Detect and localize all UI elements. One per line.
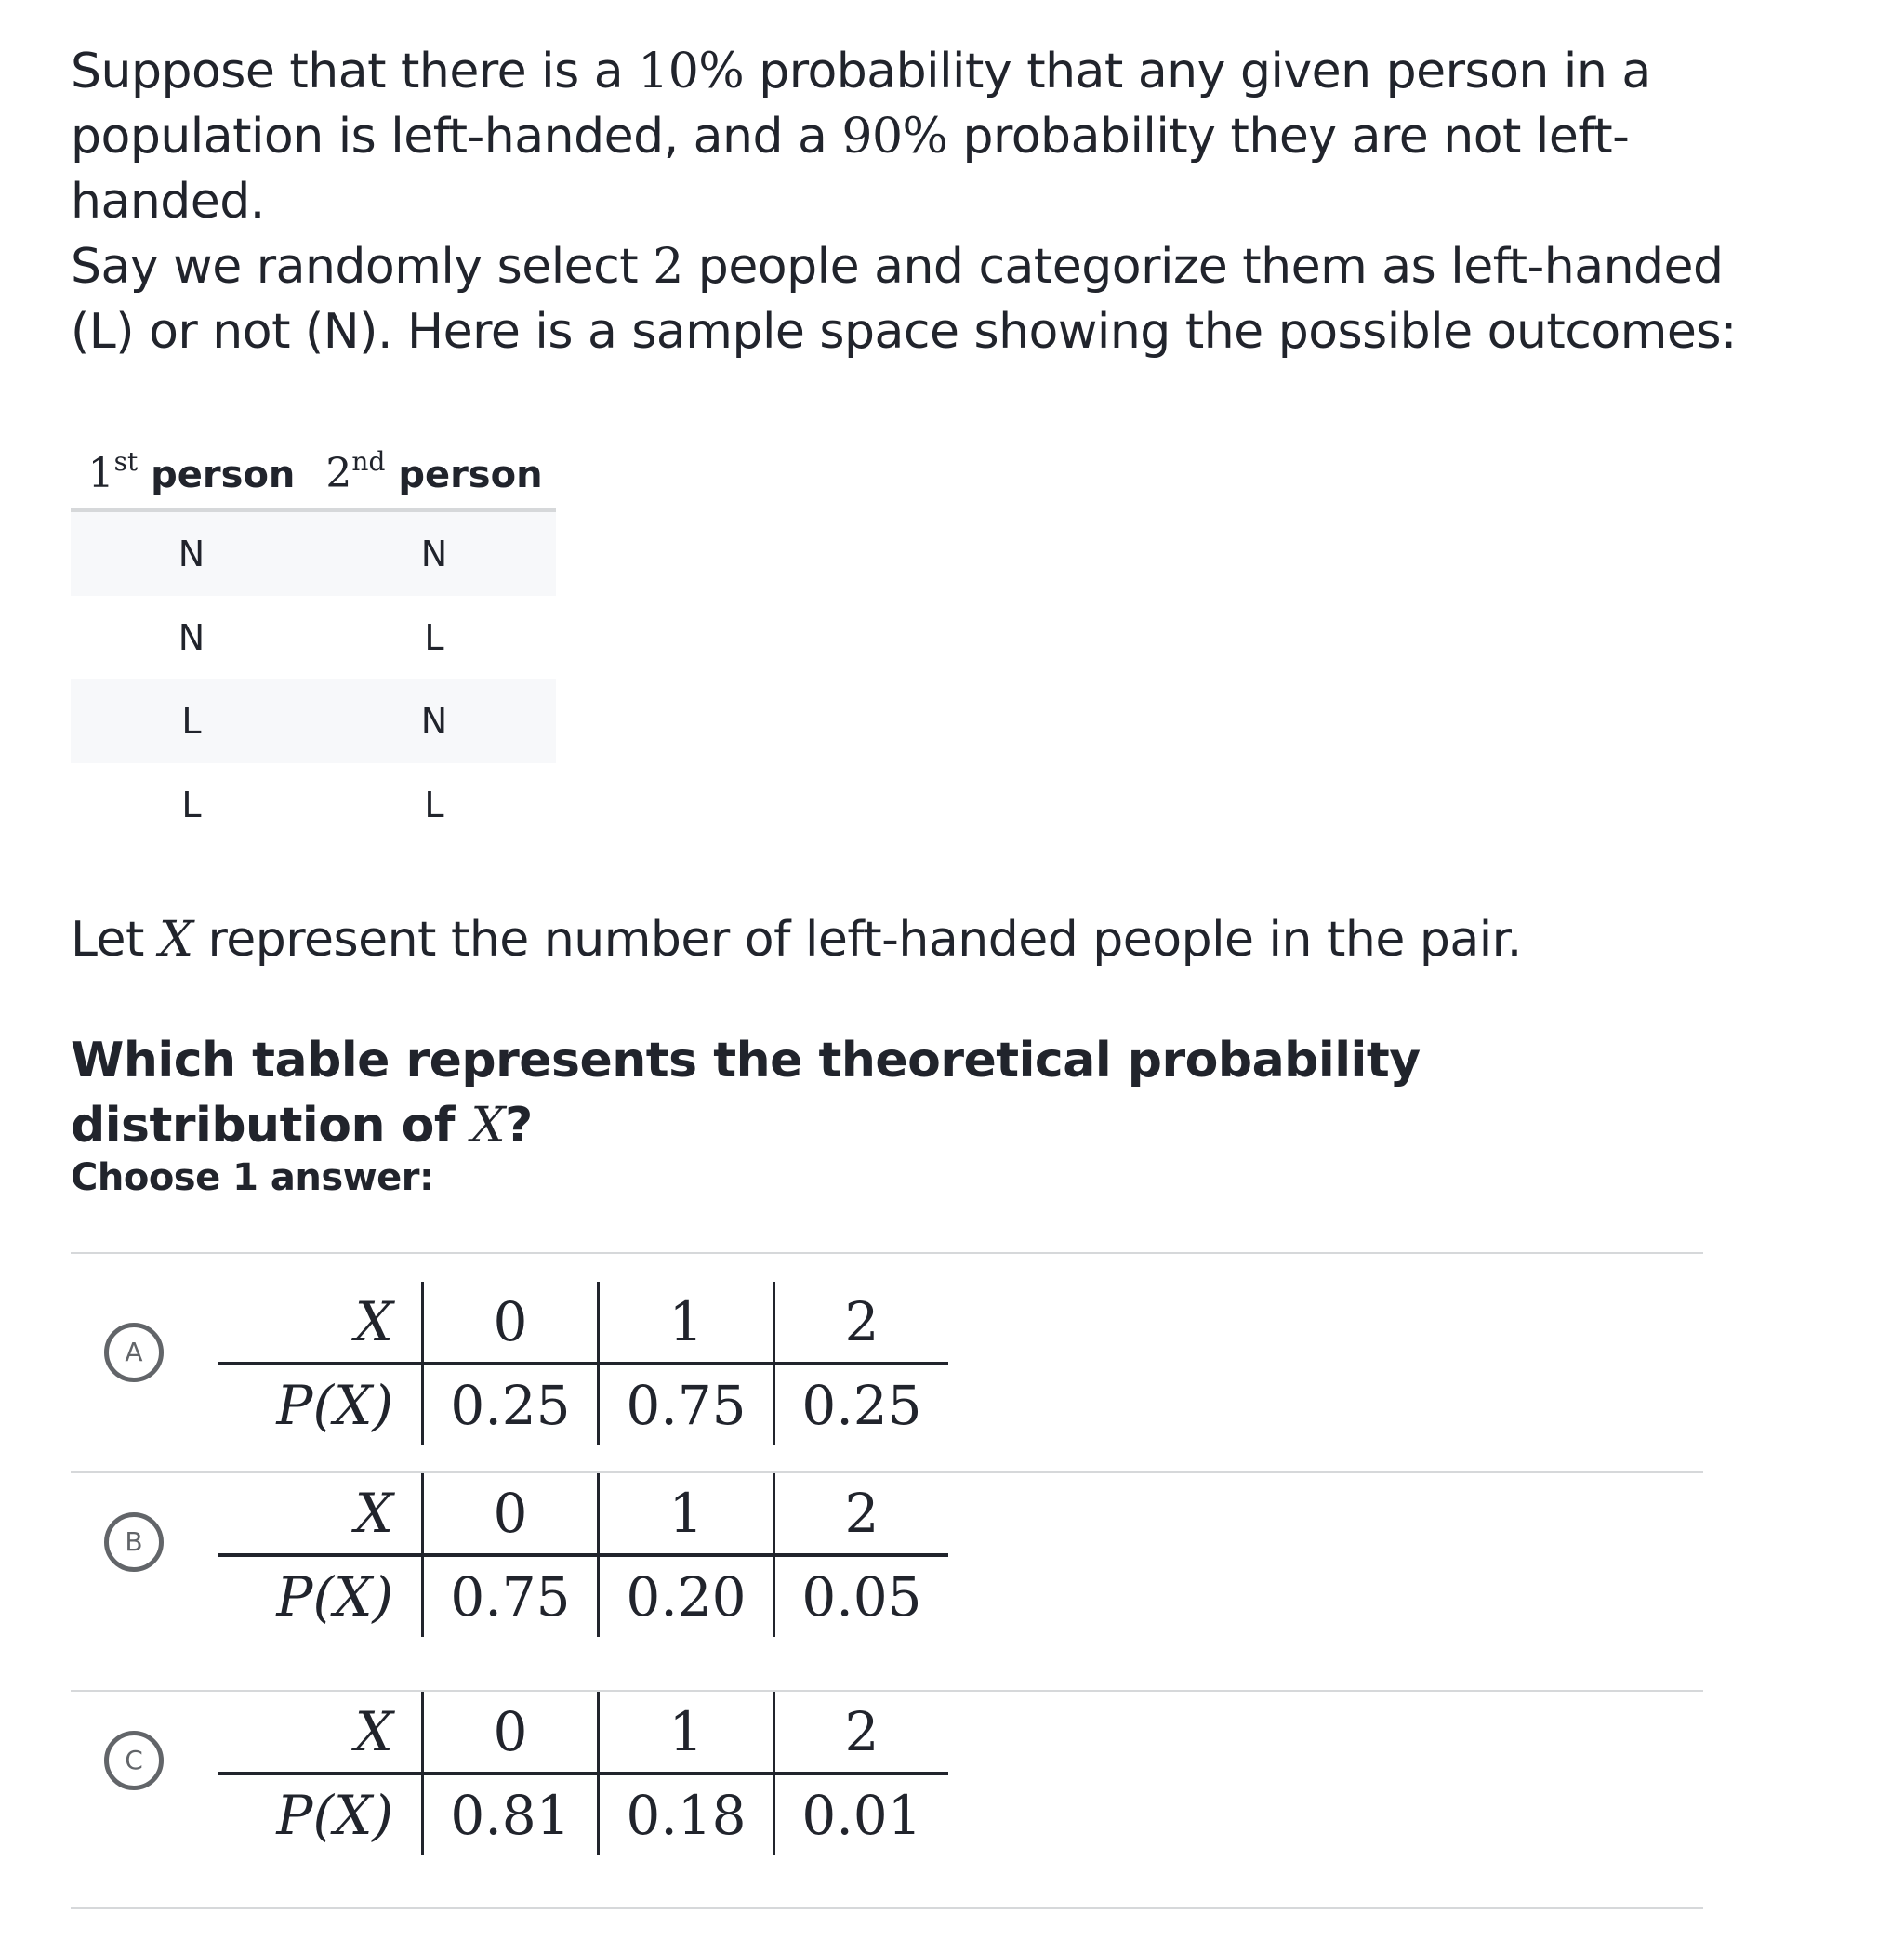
radio-c[interactable]: C: [104, 1731, 164, 1790]
not-left-handed-percent: 90%: [841, 109, 948, 165]
header-ordinal-suffix: nd: [351, 445, 386, 477]
p-row: [218, 1555, 948, 1637]
x-value: 2: [774, 1473, 949, 1555]
table-row: [71, 510, 556, 597]
p-label: P(X): [276, 1784, 393, 1847]
p-row: [218, 1364, 948, 1445]
intro-paragraph-1: [71, 39, 1744, 234]
header-label: person: [138, 453, 296, 496]
intro-text: probability that any given person in a population is left-handed, and a: [71, 44, 1651, 165]
random-variable: X: [470, 1098, 506, 1154]
x-value: 1: [599, 1282, 774, 1364]
p-value: 0.25: [774, 1364, 949, 1445]
choice-a[interactable]: [71, 1254, 1703, 1471]
p-value: 0.20: [599, 1555, 774, 1637]
p-value: 0.05: [774, 1555, 949, 1637]
x-value: 0: [423, 1692, 599, 1774]
x-label: X: [218, 1282, 423, 1364]
table-cell: L: [181, 785, 202, 825]
p-value: 0.01: [774, 1774, 949, 1855]
radio-a[interactable]: A: [104, 1323, 164, 1382]
sample-size: 2: [653, 239, 683, 295]
question-text: ?: [505, 1098, 533, 1154]
distribution-table-b: [218, 1473, 948, 1637]
x-value: 2: [774, 1282, 949, 1364]
definition-paragraph: [71, 907, 1744, 972]
x-value: 2: [774, 1692, 949, 1774]
x-row: [218, 1282, 948, 1364]
distribution-table-a: [218, 1282, 948, 1445]
p-value: 0.75: [599, 1364, 774, 1445]
header-second-person: [312, 435, 556, 510]
x-row: [218, 1473, 948, 1555]
header-ordinal: 2: [325, 449, 352, 497]
table-row: [71, 679, 556, 763]
definition-text: represent the number of left-handed people in the pair.: [192, 912, 1522, 968]
p-label: P(X): [276, 1374, 393, 1437]
p-row: [218, 1774, 948, 1855]
header-first-person: [71, 435, 312, 510]
distribution-table-c: [218, 1692, 948, 1855]
choice-c[interactable]: [71, 1692, 1703, 1909]
intro-text: Suppose that there is a: [71, 44, 639, 99]
header-ordinal-suffix: st: [113, 445, 139, 477]
table-cell: L: [424, 785, 444, 825]
question-prompt: [71, 1028, 1744, 1158]
p-value: 0.25: [423, 1364, 599, 1445]
intro-paragraph-2: [71, 234, 1744, 364]
table-cell: N: [71, 510, 312, 597]
x-label: X: [218, 1692, 423, 1774]
table-cell: L: [71, 679, 312, 763]
x-value: 0: [423, 1282, 599, 1364]
p-value: 0.81: [423, 1774, 599, 1855]
x-value: 1: [599, 1473, 774, 1555]
table-cell: N: [312, 679, 556, 763]
intro-text: probability they are not left-handed.: [71, 109, 1630, 230]
x-value: 1: [599, 1692, 774, 1774]
p-value: 0.75: [423, 1555, 599, 1637]
header-label: person: [385, 453, 543, 496]
definition-text: Let: [71, 912, 159, 968]
radio-b[interactable]: B: [104, 1512, 164, 1572]
sample-space-header-row: [71, 435, 556, 510]
intro-text: Say we randomly select: [71, 239, 654, 295]
choice-b[interactable]: [71, 1473, 1703, 1691]
x-value: 0: [423, 1473, 599, 1555]
x-label: X: [218, 1473, 423, 1555]
table-cell: N: [178, 617, 205, 658]
x-row: [218, 1692, 948, 1774]
p-label: P(X): [276, 1565, 393, 1629]
left-handed-percent: 10%: [638, 44, 745, 99]
random-variable: X: [158, 912, 193, 968]
table-row: [71, 763, 556, 847]
choose-answer-label: Choose 1 answer:: [71, 1156, 434, 1199]
header-ordinal: 1: [87, 449, 114, 497]
table-cell: L: [424, 617, 444, 658]
intro-text: people and categorize them as left-handed (L) or not (N). Here is a sample space showing the possible outcomes:: [71, 239, 1737, 360]
table-row: [71, 596, 556, 679]
table-cell: N: [312, 510, 556, 597]
question-text: Which table represents the theoretical probability distribution of: [71, 1033, 1421, 1154]
sample-space-table: [71, 435, 556, 847]
divider: [71, 1907, 1703, 1909]
p-value: 0.18: [599, 1774, 774, 1855]
